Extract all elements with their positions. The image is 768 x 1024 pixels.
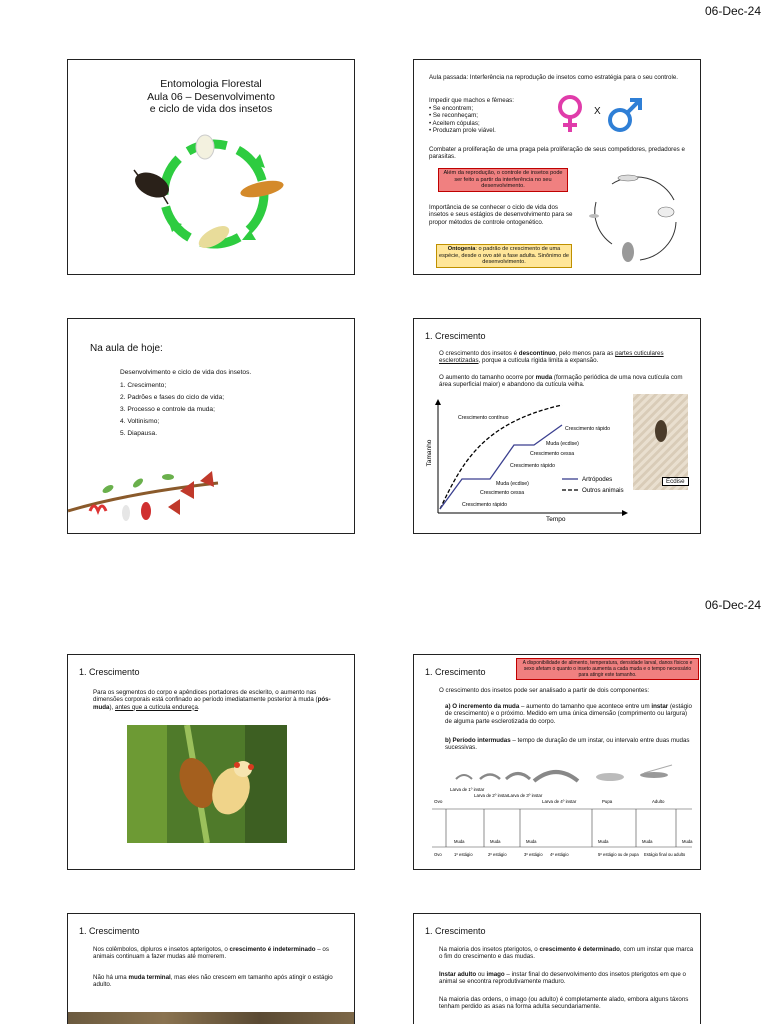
muda-label: Muda bbox=[454, 839, 465, 844]
crescimento-paragraph-1 bbox=[439, 350, 689, 365]
print-date-top: 06-Dec-24 bbox=[704, 4, 761, 18]
list-item: • Se encontrem; bbox=[429, 105, 496, 112]
life-cycle-illustration bbox=[132, 132, 292, 254]
cover-title-line2: Aula 06 – Desenvolvimento bbox=[147, 90, 275, 103]
text-run: Na maioria dos insetos pterigotos, o bbox=[439, 946, 540, 953]
annotation: Muda (ecdise) bbox=[546, 441, 579, 447]
slide-crescimento-determinado bbox=[413, 913, 701, 1024]
impedir-text: Impedir que machos e fêmeas: bbox=[429, 97, 514, 104]
list-item: 4. Voltinismo; bbox=[120, 418, 160, 425]
cover-title-line3: e ciclo de vida dos insetos bbox=[149, 103, 273, 115]
slide-title: 1. Crescimento bbox=[425, 667, 486, 677]
male-symbol-icon bbox=[610, 100, 640, 130]
slide-title: 1. Crescimento bbox=[425, 926, 486, 936]
slide-previous-class bbox=[413, 59, 701, 275]
determinado-paragraph-3: Na maioria das ordens, o imago (ou adulto) é completamente alado, embora alguns táxons tenham perdido as asas na forma adulta secundariamente. bbox=[439, 996, 689, 1011]
cicada-molting-photo bbox=[127, 725, 287, 843]
text-run: (formação periódica de uma nova cutícula com área superficial maior) e abandono da cutícula velha. bbox=[439, 374, 683, 389]
stage-label: Ovo bbox=[434, 799, 443, 804]
text-run-bold: imago bbox=[486, 971, 505, 978]
cover-title bbox=[68, 78, 354, 116]
annotation: Crescimento rápido bbox=[565, 426, 610, 432]
slide-title: 1. Crescimento bbox=[79, 926, 140, 936]
text-run-bold: crescimento é indeterminado bbox=[229, 946, 316, 953]
ontogenia-term: Ontogenia bbox=[447, 246, 476, 252]
muda-label: Muda bbox=[682, 839, 693, 844]
annotation: Crescimento cessa bbox=[480, 490, 525, 496]
list-item: 2. Padrões e fases do ciclo de vida; bbox=[120, 394, 225, 401]
text-run: Nos colêmbolos, dipluros e insetos apterigotos, o bbox=[93, 946, 230, 953]
agenda-heading: Na aula de hoje: bbox=[90, 343, 163, 354]
muda-label: Muda bbox=[598, 839, 609, 844]
ontogenia-box bbox=[436, 244, 572, 268]
list-item: 3. Processo e controle da muda; bbox=[120, 406, 215, 413]
slide-cover bbox=[67, 59, 355, 275]
life-cycle-diagram bbox=[582, 164, 698, 272]
text-run-bold: b) Período intermudas bbox=[445, 737, 511, 744]
annotation: Crescimento cessa bbox=[530, 451, 575, 457]
list-item: • Aceitem cópulas; bbox=[429, 120, 496, 127]
print-date-bottom: 06-Dec-24 bbox=[704, 598, 761, 612]
list-item: 5. Diapausa. bbox=[120, 430, 158, 437]
stage-label: Larva de 3º instar bbox=[508, 793, 543, 798]
list-item: • Se reconheçam; bbox=[429, 112, 496, 119]
componente-b bbox=[445, 737, 695, 752]
stage-period-label: Ovo bbox=[434, 852, 442, 857]
list-item: • Produzam prole viável. bbox=[429, 127, 496, 134]
text-run: Não há uma bbox=[93, 974, 129, 981]
versus-sign: X bbox=[594, 106, 601, 117]
text-run-bold: Instar adulto bbox=[439, 971, 477, 978]
female-male-symbols bbox=[554, 94, 652, 136]
stage-period-label: 2º estágio bbox=[488, 852, 507, 857]
intro-text: Aula passada: Interferência na reprodução de insetos como estratégia para o seu controle. bbox=[429, 74, 679, 81]
text-run: Para os segmentos do corpo e apêndices portadores de esclerito, o aumento nas dimensões corporais está confinado ao período imediatamente posterior à muda ( bbox=[93, 689, 318, 704]
slide-crescimento-graph bbox=[413, 318, 701, 534]
text-run: – aumento do tamanho que acontece entre um bbox=[519, 703, 652, 710]
cover-title-line1: Entomologia Florestal bbox=[160, 78, 262, 90]
stage-period-label: Estágio final ou adulto bbox=[644, 852, 686, 857]
muda-label: Muda bbox=[490, 839, 501, 844]
impedir-list bbox=[429, 105, 496, 134]
stage-label: Larva de 1º instar bbox=[450, 787, 485, 792]
indeterminado-paragraph-2 bbox=[93, 974, 345, 989]
text-run-bold: descontínuo bbox=[518, 350, 556, 357]
ontogenia-definition: : o padrão de crescimento de uma espécie, desde o ovo até a fase adulta. Sinônimo de desenvolvimento. bbox=[439, 246, 569, 266]
componente-a bbox=[445, 703, 695, 725]
instar-timeline-diagram bbox=[422, 763, 696, 869]
slide-crescimento-componentes bbox=[413, 654, 701, 870]
text-run-bold: muda terminal bbox=[128, 974, 171, 981]
reproduction-note-box: Além da reprodução, o controle de insetos pode ser feito a partir da interferência no seu desenvolvimento. bbox=[438, 168, 568, 192]
text-run: ou bbox=[476, 971, 487, 978]
x-axis-label: Tempo bbox=[546, 516, 566, 523]
text-run: – instar final do desenvolvimento dos insetos pterigotos em que o animal se encontra reprodutivamente maduro. bbox=[439, 971, 686, 986]
stage-label: Adulto bbox=[652, 799, 665, 804]
agenda-list bbox=[120, 380, 224, 440]
list-item: 1. Crescimento; bbox=[120, 382, 167, 389]
muda-label: Muda bbox=[526, 839, 537, 844]
legend-label-artropodes: Artrópodes bbox=[582, 476, 613, 483]
text-run: (estágio de crescimento) e o próximo. Medido em uma única dimensão (comprimento ou largura) de alguma parte esclerotizada do corpo. bbox=[445, 703, 692, 725]
text-run: , mas eles não crescem em tamanho após atingir o estágio adulto. bbox=[93, 974, 333, 989]
slide-title: 1. Crescimento bbox=[79, 667, 140, 677]
factors-note-box: A disponibilidade de alimento, temperatura, densidade larval, danos físicos e sexo afetam o quanto o inseto aumenta a cada muda e o tempo necessário para atingir este tamanho. bbox=[516, 658, 699, 680]
posmuda-paragraph bbox=[93, 689, 345, 711]
text-run-bold: instar bbox=[651, 703, 669, 710]
y-axis-label: Tamanho bbox=[426, 439, 433, 467]
text-run: , porque a cutícula rígida limita a expansão. bbox=[478, 357, 599, 365]
stage-label: Larva de 4º instar bbox=[542, 799, 577, 804]
annotation: Crescimento contínuo bbox=[458, 415, 509, 421]
stage-period-label: 3º estágio bbox=[524, 852, 543, 857]
combater-text: Combater a proliferação de uma praga pela proliferação de seus competidores, predadores e parasitas. bbox=[429, 146, 685, 161]
text-run: , pelo menos para as bbox=[555, 350, 616, 357]
collembola-photo-strip bbox=[68, 1012, 355, 1024]
stage-label: Pupa bbox=[602, 799, 613, 804]
determinado-paragraph-1 bbox=[439, 946, 694, 961]
text-run-bold: a) O incremento da muda bbox=[445, 703, 520, 710]
text-run-bold: pós-muda bbox=[93, 696, 331, 711]
text-run-underlined: antes que a cutícula endureça bbox=[115, 703, 198, 711]
muda-label: Muda bbox=[642, 839, 653, 844]
slide-crescimento-posmuda bbox=[67, 654, 355, 870]
text-run: – tempo de duração de um instar, ou intervalo entre duas mudas sucessivas. bbox=[445, 737, 690, 752]
text-run-bold: crescimento é determinado bbox=[539, 946, 620, 953]
ecdise-label: Ecdise bbox=[662, 477, 689, 486]
text-run-bold: muda bbox=[535, 374, 553, 381]
slide-title: 1. Crescimento bbox=[425, 331, 486, 341]
growth-graph bbox=[422, 393, 632, 531]
stage-period-label: 5º estágio ou de pupa bbox=[598, 852, 639, 857]
slide-agenda bbox=[67, 318, 355, 534]
ecdise-photo bbox=[633, 394, 688, 490]
caterpillar-branch-illustration bbox=[68, 463, 228, 533]
annotation: Crescimento rápido bbox=[462, 502, 507, 508]
determinado-paragraph-2 bbox=[439, 971, 694, 986]
annotation: Crescimento rápido bbox=[510, 463, 555, 469]
female-symbol-icon bbox=[560, 97, 580, 132]
slide-crescimento-indeterminado bbox=[67, 913, 355, 1024]
stage-label: Larva de 2º instar bbox=[474, 793, 509, 798]
text-run: , com um instar que marca o fim do crescimento e das mudas. bbox=[439, 946, 694, 961]
text-run: ), bbox=[109, 703, 116, 711]
importancia-text: Importância de se conhecer o ciclo de vida dos insetos e seus estágios de desenvolvimento para se propor métodos de controle ontogenético. bbox=[429, 204, 573, 226]
text-run: O crescimento dos insetos é bbox=[439, 350, 519, 357]
stage-period-label: 1º estágio bbox=[454, 852, 473, 857]
componentes-intro: O crescimento dos insetos pode ser analisado a partir de dois componentes: bbox=[439, 687, 650, 694]
text-run: – os animais continuam a fazer mudas até morrerem. bbox=[93, 946, 329, 961]
agenda-subtitle: Desenvolvimento e ciclo de vida dos insetos. bbox=[120, 369, 252, 376]
annotation: Muda (ecdise) bbox=[496, 481, 529, 487]
text-run: . bbox=[197, 703, 200, 711]
stage-period-label: 4º estágio bbox=[550, 852, 569, 857]
text-run: O aumento do tamanho ocorre por bbox=[439, 374, 536, 381]
insect-shape bbox=[655, 420, 667, 442]
indeterminado-paragraph-1 bbox=[93, 946, 345, 961]
text-run-underlined: partes cuticulares esclerotizadas bbox=[439, 350, 664, 365]
legend-label-outros: Outros animais bbox=[582, 487, 624, 494]
crescimento-paragraph-2 bbox=[439, 374, 689, 389]
